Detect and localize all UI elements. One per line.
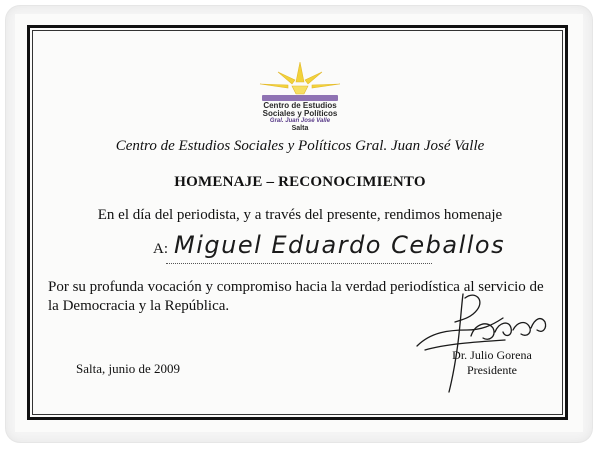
certificate-intro: En el día del periodista, y a través del presente, rendimos homenaje: [97, 207, 503, 223]
logo-line-2: Sociales y Políticos: [262, 109, 338, 118]
certificate-body: Por su profunda vocación y compromiso hacia la verdad periodística al servicio de la Democracia y la República.: [48, 279, 544, 314]
sun-rays-logo-icon: [238, 58, 362, 102]
recipient-dotted-line: [166, 263, 432, 264]
signer-block: [430, 348, 554, 378]
signer-title: Presidente: [467, 363, 517, 377]
place-date: Salta, junio de 2009: [76, 361, 180, 376]
logo-line-1: Centro de Estudios: [263, 101, 337, 110]
logo-banner: Gral. Juan José Valle: [269, 118, 331, 124]
signer-name: Dr. Julio Gorena: [452, 348, 532, 362]
recipient-prefix: A:: [153, 241, 168, 257]
logo-city: Salta: [291, 125, 309, 132]
recipient-name: Miguel Eduardo Ceballos: [174, 231, 506, 259]
certificate-heading: HOMENAJE – RECONOCIMIENTO: [174, 174, 426, 190]
signature-icon: [405, 280, 555, 400]
organization-title: Centro de Estudios Sociales y Políticos Gral. Juan José Valle: [115, 138, 485, 154]
